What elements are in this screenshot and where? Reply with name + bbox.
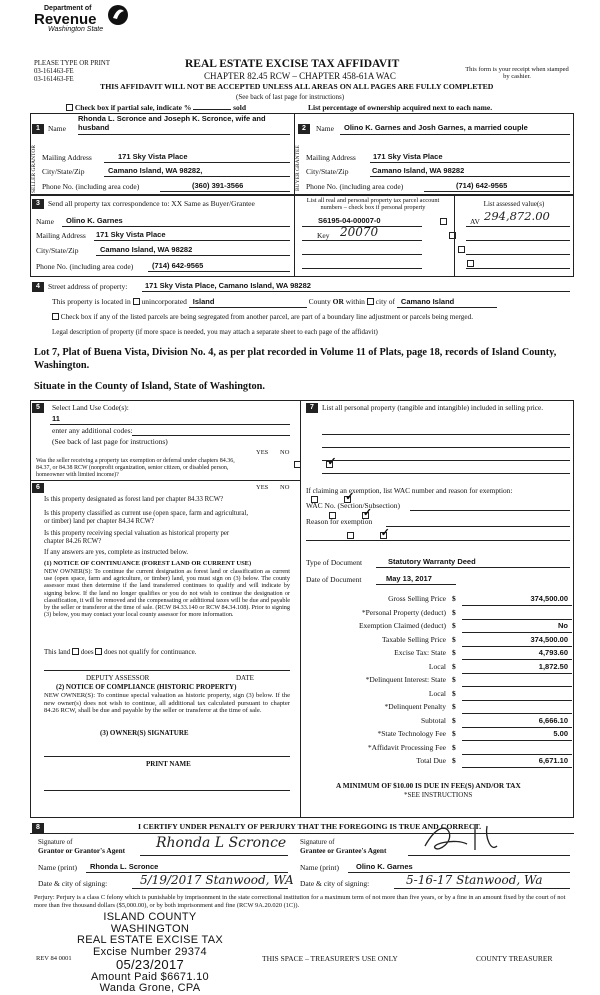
amount-label: Excise Tax: State — [394, 648, 446, 657]
grantee-print-name[interactable]: Olino K. Garnes — [356, 862, 413, 871]
tax-corr-text: Send all property tax correspondence to: XX Same as Buyer/Grantee — [48, 199, 255, 208]
notice-compliance-text: NEW OWNER(S): To continue special valuation as historic property, sign (3) below. If the new owner(s) does not wish to continue, all additional tax calculated pursuant to chapter 84.26 RCW, shall be due and payable by the seller or transferor at the time of sale. — [44, 692, 290, 714]
amount-currency: $ — [452, 688, 456, 698]
amount-currency: $ — [452, 675, 456, 684]
parcel-heading: List all real and personal property tax parcel account numbers – check box if personal property — [306, 197, 440, 212]
land-use-code[interactable]: 11 — [52, 414, 60, 423]
amount-value[interactable]: 374,500.00 — [530, 594, 568, 603]
amount-currency: $ — [452, 661, 456, 671]
perjury-text: Perjury: Perjury is a class C felony which is punishable by imprisonment in the state correctional institution for a maximum term of not more than five years, or by a fine in an amount fixed by the court of not more than five thousand dollars ($5,000.00), or by both imprisonment and fine (RCW 9A.20.020 (1C)). — [34, 894, 566, 909]
tax-address[interactable]: 171 Sky Vista Place — [96, 230, 166, 239]
parcel-personal-checkbox-4[interactable] — [467, 260, 474, 267]
section-number-1: 1 — [32, 124, 44, 134]
seller-name[interactable]: Rhonda L. Scronce and Joseph K. Scronce, wife and husband — [78, 114, 266, 132]
forest-question: Is this property designated as forest land per chapter 84.33 RCW? — [44, 496, 224, 503]
historic-no-checkbox[interactable] — [380, 532, 387, 539]
amount-label: *Personal Property (deduct) — [361, 607, 446, 617]
amount-row — [306, 594, 572, 608]
section-number-5: 5 — [32, 403, 44, 413]
buyer-city[interactable]: Camano Island, WA 98282 — [372, 166, 465, 175]
amount-value[interactable]: 6,666.10 — [538, 715, 568, 725]
amount-value[interactable]: 5.00 — [553, 729, 568, 738]
warning-text: THIS AFFIDAVIT WILL NOT BE ACCEPTED UNLESS ALL AREAS ON ALL PAGES ARE FULLY COMPLETED — [100, 82, 494, 91]
city-name[interactable]: Camano Island — [397, 298, 497, 308]
historic-yes-checkbox[interactable] — [347, 532, 354, 539]
county-treasurer: COUNTY TREASURER — [476, 954, 553, 963]
amount-row — [306, 662, 572, 676]
amount-currency: $ — [452, 621, 456, 630]
amount-currency: $ — [452, 715, 456, 725]
personal-property-text: List all personal property (tangible and intangible) included in selling price. — [322, 403, 544, 412]
section-number-2: 2 — [298, 124, 310, 134]
grantor-date-city[interactable]: 5/19/2017 Stanwood, WA — [140, 873, 294, 887]
amount-table — [306, 594, 572, 770]
exemption-yes-checkbox[interactable] — [294, 461, 301, 468]
segregated-text: Check box if any of the listed parcels are being segregated from another parcel, are part of a boundary line adjustment or parcels being merged. — [60, 313, 473, 321]
amount-value[interactable]: 4,793.60 — [538, 648, 568, 657]
amount-value[interactable]: 374,500.00 — [530, 634, 568, 644]
buyer-phone[interactable]: (714) 642-9565 — [456, 181, 508, 190]
grantee-signature[interactable] — [415, 818, 515, 858]
grantor-print-name[interactable]: Rhonda L. Scronce — [90, 862, 159, 871]
amount-label: *Delinquent Interest: State — [365, 675, 446, 684]
buyer-name[interactable]: Olino K. Garnes and Josh Garnes, a married couple — [344, 123, 528, 132]
amount-currency: $ — [452, 702, 456, 711]
owner-signature-line[interactable] — [44, 756, 290, 757]
amount-row — [306, 716, 572, 730]
amount-label: *State Technology Fee — [377, 729, 446, 738]
treasurer-use-only: THIS SPACE – TREASURER'S USE ONLY — [262, 954, 398, 963]
amount-label: Taxable Selling Price — [381, 634, 446, 644]
city-checkbox[interactable] — [367, 298, 374, 305]
see-back-note: (See back of last page for instructions) — [236, 93, 345, 101]
amount-currency: $ — [452, 634, 456, 644]
amount-label: Total Due — [416, 756, 446, 765]
legal-description[interactable]: Lot 7, Plat of Buena Vista, Division No. 4, as per plat recorded in Volume 11 of Plats, page 18, records of Island County, Washington. — [34, 347, 557, 371]
buyer-address[interactable]: 171 Sky Vista Place — [373, 152, 443, 161]
tax-phone[interactable]: (714) 642-9565 — [152, 261, 204, 270]
assessed-heading: List assessed value(s) — [483, 200, 545, 208]
amount-value[interactable]: 6,671.10 — [538, 756, 568, 765]
form-number: 03-161463-FE — [34, 67, 74, 75]
amount-row — [306, 756, 572, 770]
section-number-8: 8 — [32, 823, 44, 833]
amount-label: Local — [428, 688, 446, 698]
legal-description-label: Legal description of property (if more space is needed, you may attach a separate sheet to each page of the affidavit) — [52, 328, 378, 336]
amount-currency: $ — [452, 648, 456, 657]
amount-label: Exemption Claimed (deduct) — [358, 621, 446, 630]
amount-value[interactable]: No — [558, 621, 568, 630]
current-use-question: Is this property classified as current use (open space, farm and agricultural, or timber) land per chapter 84.34 RCW? — [44, 510, 249, 525]
print-name-line[interactable] — [44, 790, 290, 791]
seller-city[interactable]: Camano Island, WA 98282, — [108, 166, 203, 175]
segregated-checkbox[interactable] — [52, 313, 59, 320]
exemption-no-checkbox[interactable] — [326, 461, 333, 468]
amount-row — [306, 729, 572, 743]
receipt-note: This form is your receipt when stamped by cashier. — [465, 66, 569, 81]
historic-question: Is this property receiving special valuation as historical property per chapter 84.26 RCW? — [44, 530, 230, 545]
county-name[interactable]: Island — [189, 298, 307, 308]
form-subtitle: CHAPTER 82.45 RCW – CHAPTER 458-61A WAC — [204, 71, 396, 81]
amount-currency: $ — [452, 607, 456, 617]
amount-row — [306, 675, 572, 689]
notice-continuance-text: NEW OWNER(S): To continue the current designation as forest land or classification as current use (open space, farm and agriculture, or timber) land, you must sign on (3) below. The county assessor must then determine if the land transferred continues to qualify and will indicate by signing below. If the land no longer qualifies or you do not wish to continue the designation or classification, it will be removed and the compensating or additional taxes will be due and payable by the seller or transferor at the time of sale. (RCW 84.33.140 or RCW 84.34.108). Prior to signing (3) below, you may contact your local county assessor for more information. — [44, 568, 290, 619]
dor-logo-icon — [106, 3, 130, 27]
amount-label: *Delinquent Penalty — [384, 702, 446, 711]
amount-currency: $ — [452, 594, 456, 603]
parcel-key[interactable]: 20070 — [340, 225, 379, 239]
amount-row — [306, 743, 572, 757]
section-number-6: 6 — [32, 483, 44, 493]
dor-logo: Department of Revenue Washington State — [34, 5, 124, 34]
section-number-7: 7 — [306, 403, 318, 413]
parcel-number[interactable]: S6195-04-00007-0 — [318, 216, 381, 225]
treasurer-stamp: ISLAND COUNTY WASHINGTON REAL ESTATE EXCISE TAX Excise Number 29374 05/23/2017 Amount Paid $6671.10 Wanda Grone, CPA — [77, 911, 223, 995]
tax-name[interactable]: Olino K. Garnes — [66, 216, 123, 225]
amount-label: Local — [428, 661, 446, 671]
grantor-signature[interactable]: Rhonda L Scronce — [156, 835, 287, 851]
amount-currency: $ — [452, 729, 456, 738]
amount-label: Subtotal — [420, 715, 446, 725]
seller-label: SELLER GRANTOR — [30, 142, 40, 195]
amount-row — [306, 621, 572, 635]
amount-row — [306, 689, 572, 703]
form-title: REAL ESTATE EXCISE TAX AFFIDAVIT — [185, 58, 400, 70]
amount-label: Gross Selling Price — [388, 594, 446, 603]
percentage-note: List percentage of ownership acquired next to each name. — [308, 103, 493, 112]
amount-value[interactable]: 1,872.50 — [538, 661, 568, 671]
amount-currency: $ — [452, 756, 456, 765]
assessed-value[interactable]: 294,872.00 — [484, 209, 550, 223]
grantee-date-city[interactable]: 5-16-17 Stanwood, Wa — [406, 873, 543, 887]
amount-row — [306, 635, 572, 649]
amount-row — [306, 648, 572, 662]
document-type[interactable]: Statutory Warranty Deed — [388, 557, 476, 566]
amount-row — [306, 702, 572, 716]
revision-number: REV 84 0001 — [36, 955, 72, 962]
document-date[interactable]: May 13, 2017 — [386, 574, 432, 583]
certify-text: I CERTIFY UNDER PENALTY OF PERJURY THAT THE FOREGOING IS TRUE AND CORRECT. — [138, 822, 482, 831]
notice-continuance-title: (1) NOTICE OF CONTINUANCE (FOREST LAND OR CURRENT USE) — [44, 560, 252, 567]
form-number-2: 03-161463-FE — [34, 75, 74, 83]
exemption-question: Was the seller receiving a property tax exemption or deferral under chapters 84.36, 84.37, or 84.38 RCW (nonprofit organization, senior citizen, or disabled person, homeowner with limited income)? — [36, 458, 235, 478]
section-number-4: 4 — [32, 282, 44, 292]
does-not-qualify-checkbox[interactable] — [95, 648, 102, 655]
amount-currency: $ — [452, 742, 456, 752]
parcel-personal-checkbox-3[interactable] — [458, 246, 465, 253]
amount-label: *Affidavit Processing Fee — [367, 742, 446, 752]
print-note: PLEASE TYPE OR PRINT — [34, 60, 110, 67]
section-number-3: 3 — [32, 199, 44, 209]
amount-row — [306, 608, 572, 622]
seller-phone[interactable]: (360) 391-3566 — [192, 181, 244, 190]
parcel-personal-checkbox-1[interactable] — [440, 218, 447, 225]
buyer-label: BUYER GRANTEE — [294, 142, 304, 195]
unincorporated-checkbox[interactable] — [133, 298, 140, 305]
legal-situate[interactable]: Situate in the County of Island, State of Washington. — [34, 381, 265, 392]
notice-compliance-title: (2) NOTICE OF COMPLIANCE (HISTORIC PROPERTY) — [56, 683, 237, 691]
parcel-personal-checkbox-2[interactable] — [449, 232, 456, 239]
does-qualify-checkbox[interactable] — [72, 648, 79, 655]
property-street[interactable]: 171 Sky Vista Place, Camano Island, WA 98282 — [145, 281, 311, 290]
partial-sale-checkbox[interactable] — [66, 104, 73, 111]
minimum-fee-note: A MINIMUM OF $10.00 IS DUE IN FEE(S) AND/OR TAX — [336, 781, 521, 790]
owner-signature-title: (3) OWNER(S) SIGNATURE — [100, 729, 189, 737]
tax-city[interactable]: Camano Island, WA 98282 — [100, 245, 193, 254]
seller-address[interactable]: 171 Sky Vista Place — [118, 152, 188, 161]
affidavit-page: Department of Revenue Washington State PLEASE TYPE OR PRINT 03-161463-FE 03-161463-FE REAL ESTATE EXCISE TAX AFFIDAVIT CHAPTER 82.45 RCW – CHAPTER 458-61A WAC This form is your receipt when stamped by cashier. THIS AFFIDAVIT WILL NOT BE ACCEPTED UNLESS ALL AREAS ON ALL PAGES ARE FULLY COMPLETED (See back of last page for instructions) Check box if partial sale, indicate % sold List percentage of ownership acquired next to each name. SELLER GRANTOR BUYER GRANTEE 1 Name Rhonda L. Scronce and Joseph K. Scronce, wife and husband Mailing Address 171 Sky Vista Place City/State/Zip Camano Island, WA 98282, Phone No. (including area code) (360) 391-3566 2 Name Olino K. Garnes and Josh Garnes, a married couple Mailing Address 171 Sky Vista Place City/State/Zip Camano Island, WA 98282 Phone No. (including area code) (714) 642-9565 3 Send all property tax correspondence to: XX Same as Buyer/Grantee Name Olino K. Garnes Mailing Address 171 Sky Vista Place City/State/Zip Camano Island, WA 98282 Phone No. (including area code) (714) 642-9565 List all real and personal property tax parcel account numbers – check box if personal property List assessed value(s) S6195-04-00007-0 Key 20070 AV 294,872.00 4 Street address of property: 171 Sky Vista Place, Camano Island, WA 98282 This property is located in unincorporated Island County OR within city of Camano Island Check box if any of the listed parcels are being segregated from another parcel, are part of a boundary line adjustment or parcels being merged. Legal description of property (if more space is needed, you may attach a separate sheet to each page of the affidavit) Lot 7, Plat of Buena Vista, Division No. 4, as per plat recorded in Volume 11 of Plats, page 18, records of Island County, Washington. Situate in the County of Island, State of Washington. 5 Select Land Use Code(s): 11 enter any additional codes: (See back of last page for instructions) YES NO Was the seller receiving a property tax exemption or deferral under chapters 84.36, 84.37, or 84.38 RCW (nonprofit organization, senior citizen, or disabled person, homeowner with limited income)? ✓ 6 YES NO Is this property designated as forest land per chapter 84.33 RCW? ✓ Is this property classified as current use (open space, farm and agricultural, or timber) land per chapter 84.34 RCW? ✓ Is this property receiving special valuation as historical property per chapter 84.26 RCW? ✓ If any answers are yes, complete as instructed below. (1) NOTICE OF CONTINUANCE (FOREST LAND OR CURRENT USE) NEW OWNER(S): To continue the current designation as forest land or classification as current use (open space, farm and agriculture, or timber) land, you must sign on (3) below. The county assessor must then determine if the land transferred continues to qualify and will indicate by signing below. If the land no longer qualifies or you do not wish to continue the designation or classification, it will be removed and the compensating or additional taxes will be due and payable by the seller or transferor at the time of sale. (RCW 84.33.140 or RCW 84.34.108). Prior to signing (3) below, you may contact your local county assessor for more information. This land does does not qualify for continuance. DEPUTY ASSESSOR DATE (2) NOTICE OF COMPLIANCE (HISTORIC PROPERTY) NEW OWNER(S): To continue special valuation as historic property, sign (3) below. If the new owner(s) does not wish to continue, all additional tax calculated pursuant to chapter 84.26 RCW, shall be due and payable by the seller or transferor at the time of sale. (3) OWNER(S) SIGNATURE PRINT NAME 7 List all personal property (tangible and intangible) included in selling price. If claiming an exemption, list WAC number and reason for exemption: WAC No. (Section/Subsection) Reason for exemption Type of Document Statutory Warranty Deed Date of Document May 13, 2017 Gross Selling Price $ 374,500.00 *Personal Property (deduct) $ Exemption Claimed (deduct) $ No Taxable Selling Price $ 374,500.00 Excise Tax: State $ 4,793.60 Local $ 1,872.50 *Delinquent Interest: State $ Local $ *Delinquent Penalty $ Subtotal $ 6,666.10 *State Technology Fee $ 5.00 *Affidavit Processing Fee $ Total Due $ 6,671.10 A MINIMUM OF $10.00 IS DUE IN FEE(S) AND/OR TAX *SEE INSTRUCTIONS 8 I CERTIFY UNDER PENALTY OF PERJURY THAT THE FOREGOING IS TRUE AND CORRECT. Signature of Grantor or Grantor's Agent Rhonda L Scronce Signature of Grantee or Grantee's Agent Name (print) Rhonda L. Scronce Name (print) Olino K. Garnes Date & city of signing: 5/19/2017 Stanwood, WA Date & city of signing: 5-16-17 Stanwood, Wa Perjury: Perjury is a class C felony which is punishable by imprisonment in the state correctional institution for a maximum term of not more than five years, or by a fine in an amount fixed by the court of not more than five thousand dollars ($5,000.00), or by both imprisonment and fine (RCW 9A.20.020 (1C)). ISLAND COUNTY WASHINGTON REAL ESTATE EXCISE TAX Excise Number 29374 05/23/2017 Amount Paid $6671.10 Wanda Grone, CPA REV 84 0001 THIS SPACE – TREASURER'S USE ONLY COUNTY TREASURER — [0, 0, 600, 988]
